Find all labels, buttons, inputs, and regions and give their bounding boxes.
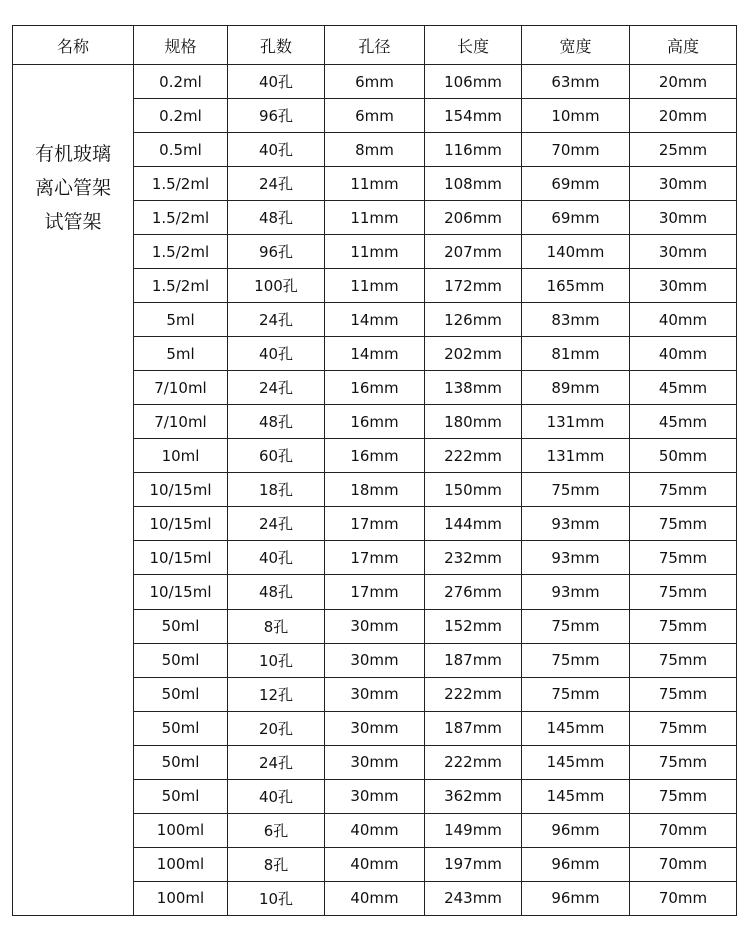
length-cell: 116mm bbox=[425, 133, 522, 167]
spec-cell: 1.5/2ml bbox=[134, 201, 228, 235]
spec-cell: 5ml bbox=[134, 303, 228, 337]
height-cell: 75mm bbox=[630, 677, 737, 711]
header-length: 长度 bbox=[425, 26, 522, 65]
spec-cell: 50ml bbox=[134, 643, 228, 677]
hole-diameter-cell: 17mm bbox=[325, 575, 425, 609]
length-cell: 276mm bbox=[425, 575, 522, 609]
header-hole-diameter: 孔径 bbox=[325, 26, 425, 65]
height-cell: 50mm bbox=[630, 439, 737, 473]
hole-count-cell: 100孔 bbox=[228, 269, 325, 303]
spec-cell: 50ml bbox=[134, 711, 228, 745]
hole-diameter-cell: 30mm bbox=[325, 609, 425, 643]
hole-count-cell: 6孔 bbox=[228, 813, 325, 847]
header-name: 名称 bbox=[13, 26, 134, 65]
hole-count-cell: 40孔 bbox=[228, 541, 325, 575]
hole-diameter-cell: 16mm bbox=[325, 405, 425, 439]
spec-cell: 100ml bbox=[134, 813, 228, 847]
length-cell: 187mm bbox=[425, 711, 522, 745]
height-cell: 75mm bbox=[630, 575, 737, 609]
product-name-cell bbox=[13, 65, 134, 916]
spec-cell: 10/15ml bbox=[134, 473, 228, 507]
spec-cell: 10ml bbox=[134, 439, 228, 473]
height-cell: 30mm bbox=[630, 269, 737, 303]
height-cell: 75mm bbox=[630, 643, 737, 677]
hole-count-cell: 12孔 bbox=[228, 677, 325, 711]
hole-count-cell: 96孔 bbox=[228, 235, 325, 269]
hole-diameter-cell: 40mm bbox=[325, 847, 425, 881]
height-cell: 75mm bbox=[630, 745, 737, 779]
length-cell: 362mm bbox=[425, 779, 522, 813]
width-cell: 131mm bbox=[522, 405, 630, 439]
height-cell: 40mm bbox=[630, 337, 737, 371]
hole-diameter-cell: 16mm bbox=[325, 371, 425, 405]
width-cell: 81mm bbox=[522, 337, 630, 371]
height-cell: 75mm bbox=[630, 507, 737, 541]
width-cell: 93mm bbox=[522, 541, 630, 575]
hole-count-cell: 48孔 bbox=[228, 575, 325, 609]
height-cell: 30mm bbox=[630, 167, 737, 201]
height-cell: 45mm bbox=[630, 371, 737, 405]
width-cell: 145mm bbox=[522, 745, 630, 779]
hole-diameter-cell: 30mm bbox=[325, 745, 425, 779]
table-body bbox=[13, 65, 737, 916]
length-cell: 197mm bbox=[425, 847, 522, 881]
hole-diameter-cell: 11mm bbox=[325, 167, 425, 201]
height-cell: 30mm bbox=[630, 201, 737, 235]
spec-cell: 50ml bbox=[134, 677, 228, 711]
height-cell: 75mm bbox=[630, 541, 737, 575]
length-cell: 150mm bbox=[425, 473, 522, 507]
length-cell: 106mm bbox=[425, 65, 522, 99]
hole-diameter-cell: 18mm bbox=[325, 473, 425, 507]
width-cell: 69mm bbox=[522, 167, 630, 201]
spec-cell: 0.2ml bbox=[134, 65, 228, 99]
width-cell: 131mm bbox=[522, 439, 630, 473]
hole-diameter-cell: 30mm bbox=[325, 643, 425, 677]
length-cell: 180mm bbox=[425, 405, 522, 439]
height-cell: 75mm bbox=[630, 779, 737, 813]
hole-count-cell: 40孔 bbox=[228, 65, 325, 99]
spec-cell: 1.5/2ml bbox=[134, 167, 228, 201]
header-spec: 规格 bbox=[134, 26, 228, 65]
length-cell: 138mm bbox=[425, 371, 522, 405]
height-cell: 45mm bbox=[630, 405, 737, 439]
hole-count-cell: 24孔 bbox=[228, 167, 325, 201]
height-cell: 75mm bbox=[630, 473, 737, 507]
hole-count-cell: 24孔 bbox=[228, 371, 325, 405]
width-cell: 89mm bbox=[522, 371, 630, 405]
hole-diameter-cell: 11mm bbox=[325, 201, 425, 235]
length-cell: 126mm bbox=[425, 303, 522, 337]
length-cell: 149mm bbox=[425, 813, 522, 847]
length-cell: 206mm bbox=[425, 201, 522, 235]
product-name-line: 离心管架 bbox=[34, 177, 111, 199]
hole-count-cell: 24孔 bbox=[228, 507, 325, 541]
length-cell: 222mm bbox=[425, 439, 522, 473]
height-cell: 30mm bbox=[630, 235, 737, 269]
hole-diameter-cell: 40mm bbox=[325, 881, 425, 915]
width-cell: 145mm bbox=[522, 779, 630, 813]
hole-count-cell: 48孔 bbox=[228, 201, 325, 235]
hole-count-cell: 10孔 bbox=[228, 881, 325, 915]
height-cell: 20mm bbox=[630, 99, 737, 133]
width-cell: 145mm bbox=[522, 711, 630, 745]
length-cell: 202mm bbox=[425, 337, 522, 371]
length-cell: 232mm bbox=[425, 541, 522, 575]
hole-count-cell: 24孔 bbox=[228, 745, 325, 779]
hole-count-cell: 60孔 bbox=[228, 439, 325, 473]
hole-count-cell: 8孔 bbox=[228, 609, 325, 643]
length-cell: 152mm bbox=[425, 609, 522, 643]
product-name-line: 试管架 bbox=[44, 211, 102, 233]
length-cell: 154mm bbox=[425, 99, 522, 133]
length-cell: 222mm bbox=[425, 677, 522, 711]
hole-count-cell: 40孔 bbox=[228, 337, 325, 371]
hole-count-cell: 48孔 bbox=[228, 405, 325, 439]
spec-cell: 5ml bbox=[134, 337, 228, 371]
length-cell: 207mm bbox=[425, 235, 522, 269]
spec-cell: 10/15ml bbox=[134, 507, 228, 541]
width-cell: 75mm bbox=[522, 473, 630, 507]
hole-diameter-cell: 17mm bbox=[325, 507, 425, 541]
width-cell: 96mm bbox=[522, 881, 630, 915]
height-cell: 75mm bbox=[630, 711, 737, 745]
hole-diameter-cell: 17mm bbox=[325, 541, 425, 575]
width-cell: 10mm bbox=[522, 99, 630, 133]
spec-cell: 7/10ml bbox=[134, 405, 228, 439]
hole-diameter-cell: 11mm bbox=[325, 235, 425, 269]
hole-diameter-cell: 6mm bbox=[325, 99, 425, 133]
hole-diameter-cell: 30mm bbox=[325, 677, 425, 711]
hole-count-cell: 24孔 bbox=[228, 303, 325, 337]
width-cell: 75mm bbox=[522, 609, 630, 643]
width-cell: 96mm bbox=[522, 813, 630, 847]
width-cell: 93mm bbox=[522, 507, 630, 541]
spec-cell: 7/10ml bbox=[134, 371, 228, 405]
hole-diameter-cell: 6mm bbox=[325, 65, 425, 99]
hole-count-cell: 40孔 bbox=[228, 779, 325, 813]
spec-cell: 1.5/2ml bbox=[134, 235, 228, 269]
hole-count-cell: 18孔 bbox=[228, 473, 325, 507]
hole-count-cell: 96孔 bbox=[228, 99, 325, 133]
width-cell: 165mm bbox=[522, 269, 630, 303]
hole-diameter-cell: 11mm bbox=[325, 269, 425, 303]
length-cell: 222mm bbox=[425, 745, 522, 779]
hole-diameter-cell: 14mm bbox=[325, 337, 425, 371]
spec-cell: 50ml bbox=[134, 609, 228, 643]
width-cell: 75mm bbox=[522, 677, 630, 711]
height-cell: 20mm bbox=[630, 65, 737, 99]
height-cell: 70mm bbox=[630, 881, 737, 915]
hole-diameter-cell: 8mm bbox=[325, 133, 425, 167]
height-cell: 25mm bbox=[630, 133, 737, 167]
hole-count-cell: 10孔 bbox=[228, 643, 325, 677]
width-cell: 75mm bbox=[522, 643, 630, 677]
hole-diameter-cell: 16mm bbox=[325, 439, 425, 473]
spec-table bbox=[12, 25, 737, 916]
width-cell: 63mm bbox=[522, 65, 630, 99]
width-cell: 140mm bbox=[522, 235, 630, 269]
header-width: 宽度 bbox=[522, 26, 630, 65]
width-cell: 69mm bbox=[522, 201, 630, 235]
width-cell: 70mm bbox=[522, 133, 630, 167]
spec-cell: 0.5ml bbox=[134, 133, 228, 167]
table-row bbox=[13, 65, 737, 99]
height-cell: 70mm bbox=[630, 813, 737, 847]
length-cell: 172mm bbox=[425, 269, 522, 303]
spec-cell: 0.2ml bbox=[134, 99, 228, 133]
height-cell: 70mm bbox=[630, 847, 737, 881]
width-cell: 93mm bbox=[522, 575, 630, 609]
height-cell: 75mm bbox=[630, 609, 737, 643]
width-cell: 96mm bbox=[522, 847, 630, 881]
product-name-line: 有机玻璃 bbox=[34, 143, 111, 165]
spec-cell: 100ml bbox=[134, 881, 228, 915]
spec-cell: 50ml bbox=[134, 779, 228, 813]
header-hole-count: 孔数 bbox=[228, 26, 325, 65]
hole-count-cell: 20孔 bbox=[228, 711, 325, 745]
length-cell: 243mm bbox=[425, 881, 522, 915]
hole-diameter-cell: 40mm bbox=[325, 813, 425, 847]
length-cell: 144mm bbox=[425, 507, 522, 541]
header-height: 高度 bbox=[630, 26, 737, 65]
spec-cell: 100ml bbox=[134, 847, 228, 881]
hole-diameter-cell: 14mm bbox=[325, 303, 425, 337]
length-cell: 187mm bbox=[425, 643, 522, 677]
hole-count-cell: 8孔 bbox=[228, 847, 325, 881]
hole-diameter-cell: 30mm bbox=[325, 779, 425, 813]
hole-diameter-cell: 30mm bbox=[325, 711, 425, 745]
height-cell: 40mm bbox=[630, 303, 737, 337]
spec-cell: 1.5/2ml bbox=[134, 269, 228, 303]
width-cell: 83mm bbox=[522, 303, 630, 337]
length-cell: 108mm bbox=[425, 167, 522, 201]
spec-cell: 10/15ml bbox=[134, 575, 228, 609]
spec-cell: 50ml bbox=[134, 745, 228, 779]
header-row bbox=[13, 26, 737, 65]
hole-count-cell: 40孔 bbox=[228, 133, 325, 167]
spec-cell: 10/15ml bbox=[134, 541, 228, 575]
